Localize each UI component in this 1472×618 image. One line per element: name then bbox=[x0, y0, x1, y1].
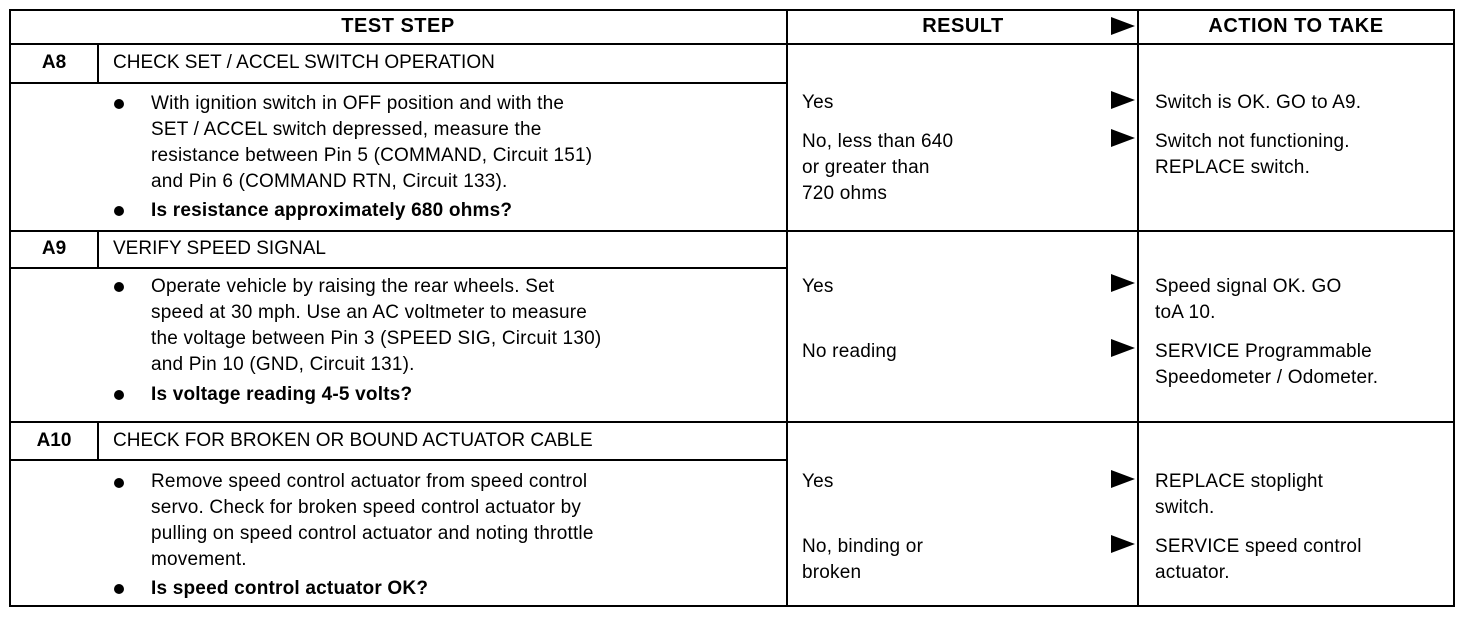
row-divider bbox=[9, 421, 1455, 423]
procedure-line: With ignition switch in OFF position and with the bbox=[151, 93, 565, 114]
bullet-icon bbox=[114, 390, 124, 400]
action-text: Switch not functioning. bbox=[1155, 131, 1350, 152]
result-arrow-icon bbox=[1111, 535, 1135, 553]
column-divider bbox=[786, 9, 788, 607]
result-text: or greater than bbox=[802, 157, 930, 178]
action-text: switch. bbox=[1155, 497, 1215, 518]
result-text: No reading bbox=[802, 341, 897, 362]
procedure-line: SET / ACCEL switch depressed, measure the bbox=[151, 119, 542, 140]
result-text: 720 ohms bbox=[802, 183, 888, 204]
action-text: Switch is OK. GO to A9. bbox=[1155, 92, 1362, 113]
bullet-icon bbox=[114, 99, 124, 109]
column-divider bbox=[1137, 9, 1139, 607]
procedure-line: servo. Check for broken speed control actuator by bbox=[151, 497, 582, 518]
diagnostic-table bbox=[9, 9, 1455, 607]
result-arrow-icon bbox=[1111, 339, 1135, 357]
action-text: REPLACE stoplight bbox=[1155, 471, 1324, 492]
step-question: Is resistance approximately 680 ohms? bbox=[151, 200, 513, 221]
action-text: actuator. bbox=[1155, 562, 1230, 583]
result-text: broken bbox=[802, 562, 862, 583]
action-text: toA 10. bbox=[1155, 302, 1216, 323]
procedure-line: the voltage between Pin 3 (SPEED SIG, Circuit 130) bbox=[151, 328, 602, 349]
step-title: CHECK SET / ACCEL SWITCH OPERATION bbox=[113, 52, 495, 73]
step-title: VERIFY SPEED SIGNAL bbox=[113, 238, 326, 259]
result-arrow-icon bbox=[1111, 470, 1135, 488]
action-text: REPLACE switch. bbox=[1155, 157, 1311, 178]
action-text: SERVICE Programmable bbox=[1155, 341, 1372, 362]
header-arrow-icon bbox=[1111, 17, 1135, 35]
procedure-line: and Pin 10 (GND, Circuit 131). bbox=[151, 354, 415, 375]
table-border-bottom bbox=[9, 605, 1455, 607]
step-id: A9 bbox=[41, 238, 67, 259]
procedure-line: movement. bbox=[151, 549, 247, 570]
step-question: Is voltage reading 4-5 volts? bbox=[151, 384, 413, 405]
result-text: No, binding or bbox=[802, 536, 924, 557]
procedure-line: pulling on speed control actuator and noting throttle bbox=[151, 523, 594, 544]
title-divider bbox=[9, 267, 787, 269]
bullet-icon bbox=[114, 478, 124, 488]
step-id-divider bbox=[97, 421, 99, 461]
procedure-line: speed at 30 mph. Use an AC voltmeter to measure bbox=[151, 302, 588, 323]
bullet-icon bbox=[114, 206, 124, 216]
result-arrow-icon bbox=[1111, 129, 1135, 147]
result-text: Yes bbox=[802, 471, 834, 492]
step-id: A10 bbox=[36, 430, 72, 451]
step-id-divider bbox=[97, 43, 99, 83]
action-text: Speed signal OK. GO bbox=[1155, 276, 1342, 297]
bullet-icon bbox=[114, 584, 124, 594]
step-id-divider bbox=[97, 230, 99, 268]
result-arrow-icon bbox=[1111, 274, 1135, 292]
title-divider bbox=[9, 459, 787, 461]
table-border-right bbox=[1453, 9, 1455, 607]
procedure-line: Operate vehicle by raising the rear wheels. Set bbox=[151, 276, 555, 297]
result-text: No, less than 640 bbox=[802, 131, 954, 152]
table-border-left bbox=[9, 9, 11, 607]
header-action: ACTION TO TAKE bbox=[1208, 15, 1384, 37]
procedure-line: and Pin 6 (COMMAND RTN, Circuit 133). bbox=[151, 171, 508, 192]
header-result: RESULT bbox=[922, 15, 1004, 37]
step-id: A8 bbox=[41, 52, 67, 73]
header-test-step: TEST STEP bbox=[341, 15, 455, 37]
step-question: Is speed control actuator OK? bbox=[151, 578, 429, 599]
header-divider bbox=[9, 43, 1455, 45]
procedure-line: resistance between Pin 5 (COMMAND, Circuit 151) bbox=[151, 145, 593, 166]
result-text: Yes bbox=[802, 276, 834, 297]
action-text: Speedometer / Odometer. bbox=[1155, 367, 1379, 388]
procedure-line: Remove speed control actuator from speed control bbox=[151, 471, 588, 492]
result-text: Yes bbox=[802, 92, 834, 113]
title-divider bbox=[9, 82, 787, 84]
step-title: CHECK FOR BROKEN OR BOUND ACTUATOR CABLE bbox=[113, 430, 593, 451]
bullet-icon bbox=[114, 282, 124, 292]
result-arrow-icon bbox=[1111, 91, 1135, 109]
action-text: SERVICE speed control bbox=[1155, 536, 1362, 557]
